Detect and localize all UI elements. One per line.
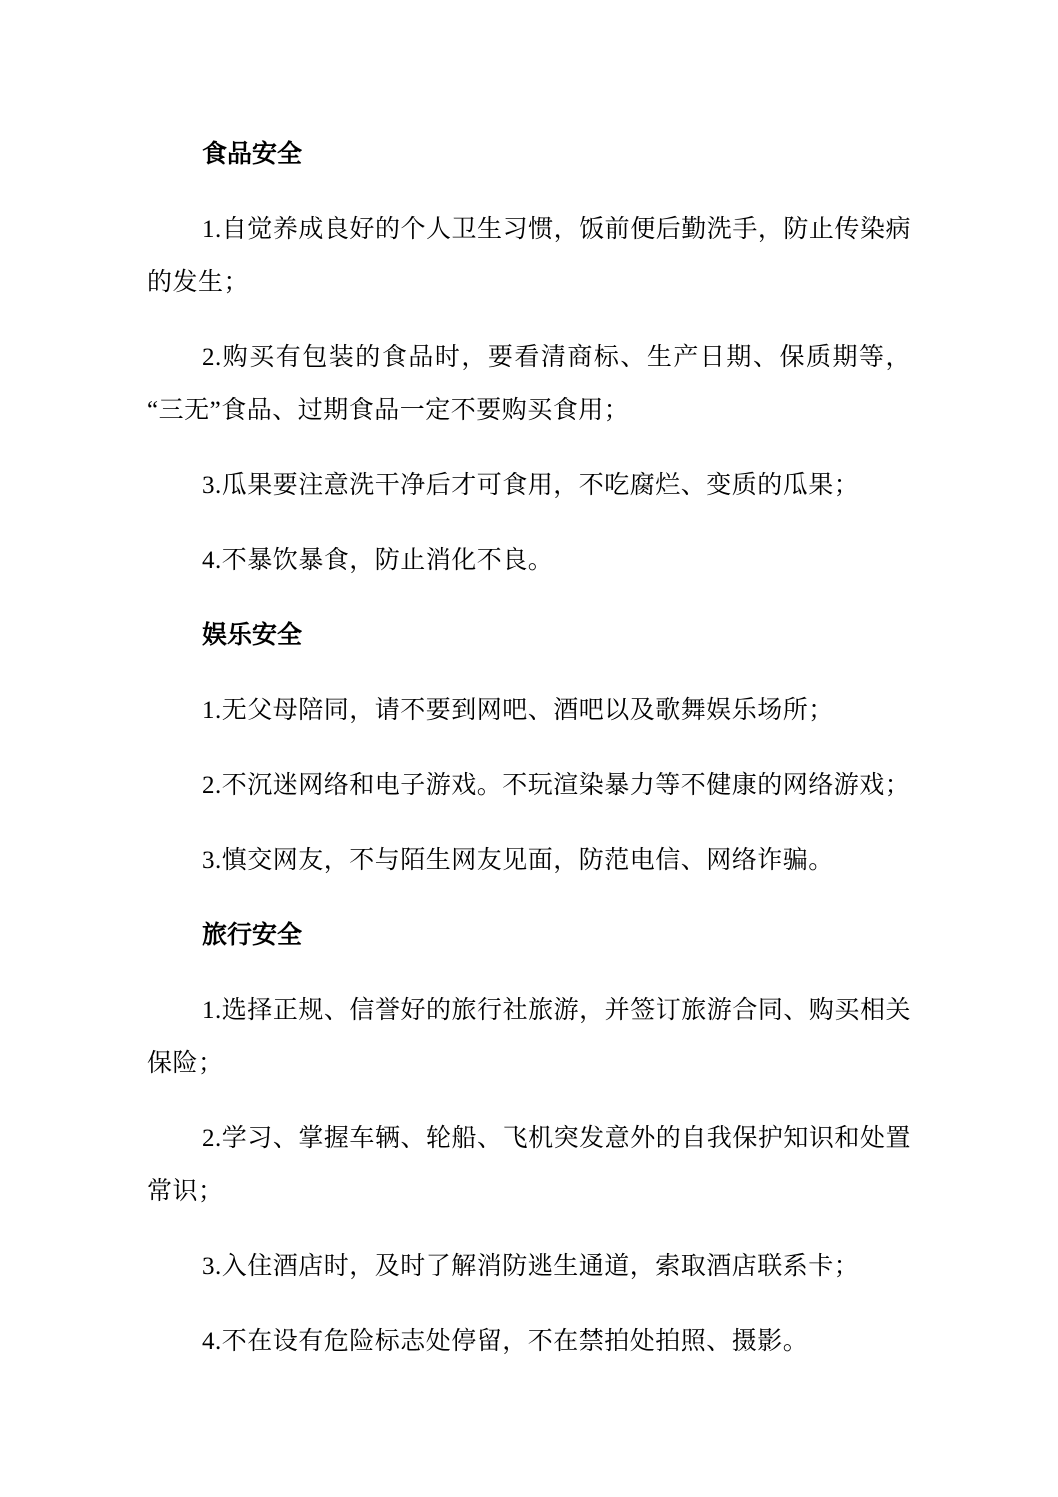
food-safety-item-4: 4.不暴饮暴食，防止消化不良。 <box>202 547 554 574</box>
travel-safety-item-2: 2.学习、掌握车辆、轮船、飞机突发意外的自我保护知识和处置常识； <box>147 1125 911 1205</box>
food-safety-item-3: 3.瓜果要注意洗干净后才可食用，不吃腐烂、变质的瓜果； <box>202 472 860 499</box>
entertainment-safety-item-3: 3.慎交网友，不与陌生网友见面，防范电信、网络诈骗。 <box>202 847 834 874</box>
entertainment-safety-item-2: 2.不沉迷网络和电子游戏。不玩渲染暴力等不健康的网络游戏； <box>202 772 911 799</box>
entertainment-safety-item-1: 1.无父母陪同，请不要到网吧、酒吧以及歌舞娱乐场所； <box>202 697 834 724</box>
travel-safety-item-3: 3.入住酒店时，及时了解消防逃生通道，索取酒店联系卡； <box>202 1253 860 1280</box>
travel-safety-item-4: 4.不在设有危险标志处停留，不在禁拍处拍照、摄影。 <box>202 1328 809 1355</box>
section-heading-travel-safety: 旅行安全 <box>202 921 303 949</box>
section-heading-entertainment-safety: 娱乐安全 <box>202 621 303 649</box>
food-safety-item-2: 2.购买有包装的食品时，要看清商标、生产日期、保质期等，“三无”食品、过期食品一定不要购买食用； <box>147 344 911 424</box>
section-heading-food-safety: 食品安全 <box>202 140 303 168</box>
food-safety-item-1: 1.自觉养成良好的个人卫生习惯，饭前便后勤洗手，防止传染病的发生； <box>147 216 911 296</box>
travel-safety-item-1: 1.选择正规、信誉好的旅行社旅游，并签订旅游合同、购买相关保险； <box>147 997 911 1077</box>
